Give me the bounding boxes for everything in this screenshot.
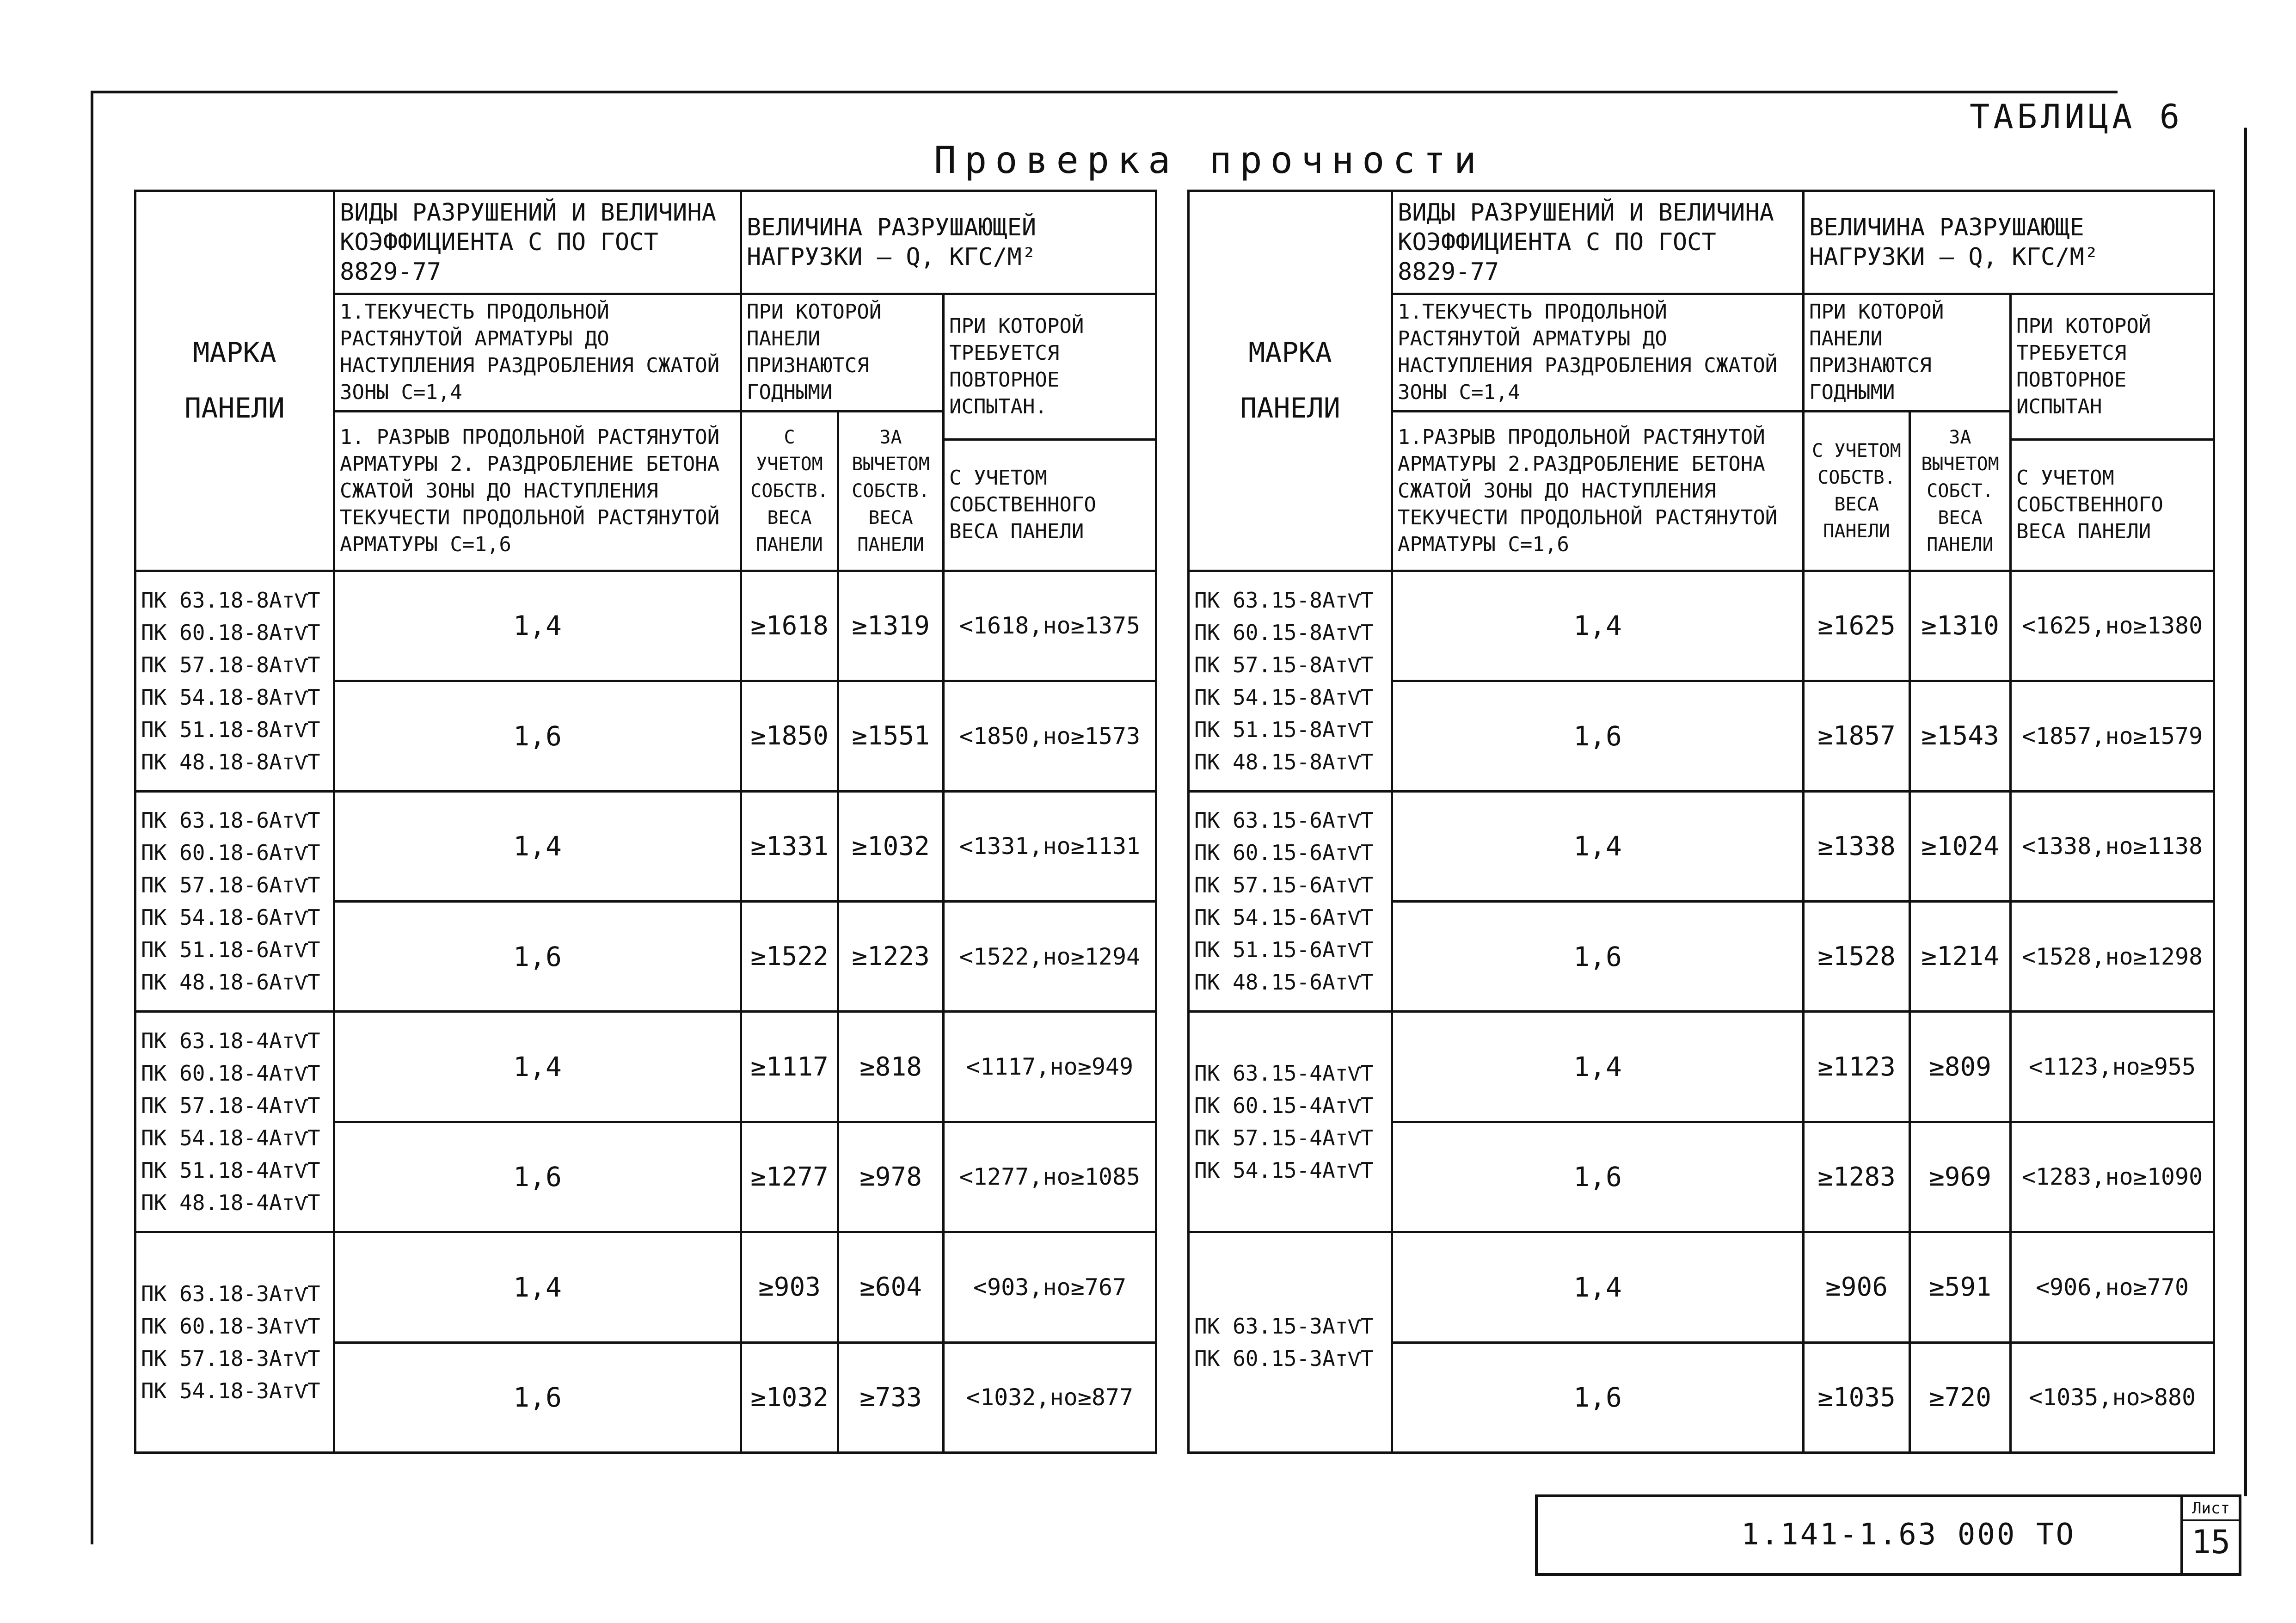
panel-marks-cell bbox=[1189, 791, 1392, 1012]
panel-mark: ПК 60.15-4АтѴТ bbox=[1194, 1093, 1374, 1119]
col-modes-header: ВИДЫ РАЗРУШЕНИЙ И ВЕЛИЧИНА КОЭФФИЦИЕНТА С ПО ГОСТ 8829-77 bbox=[334, 191, 741, 294]
load-retest-cell: <906,но≥770 bbox=[2011, 1232, 2214, 1342]
sheet-label: Лист bbox=[2183, 1497, 2239, 1521]
panel-mark: ПК 54.18-4АтѴТ bbox=[141, 1125, 320, 1151]
load-minus-weight-cell: ≥1223 bbox=[838, 901, 944, 1011]
panel-mark: ПК 57.15-6АтѴТ bbox=[1194, 873, 1374, 898]
sub-retest-header: ПРИ КОТОРОЙ ТРЕБУЕТСЯ ПОВТОРНОЕ ИСПЫТАН bbox=[2011, 294, 2214, 439]
panel-mark: ПК 48.18-6АтѴТ bbox=[141, 970, 320, 995]
load-with-weight-cell: ≥1625 bbox=[1804, 571, 1910, 681]
panel-mark: ПК 60.18-3АтѴТ bbox=[141, 1314, 320, 1339]
coefficient-cell: 1,6 bbox=[1392, 901, 1804, 1011]
load-with-weight-cell: ≥1850 bbox=[741, 681, 838, 791]
load-with-weight-cell: ≥1857 bbox=[1804, 681, 1910, 791]
load-retest-cell: <1117,но≥949 bbox=[944, 1012, 1156, 1122]
frame-left-line bbox=[91, 91, 93, 1544]
panel-marks-cell bbox=[135, 1012, 334, 1232]
table-label: ТАБЛИЦА 6 bbox=[1970, 97, 2184, 136]
panel-mark: ПК 63.18-8АтѴТ bbox=[141, 587, 320, 613]
panel-mark: ПК 60.15-3АтѴТ bbox=[1194, 1346, 1374, 1371]
coefficient-cell: 1,4 bbox=[334, 1012, 741, 1122]
load-minus-weight-cell: ≥720 bbox=[1910, 1342, 2011, 1452]
load-with-weight-cell: ≥1528 bbox=[1804, 901, 1910, 1011]
panel-marks-cell bbox=[1189, 571, 1392, 791]
panel-mark: ПК 57.18-6АтѴТ bbox=[141, 873, 320, 898]
panel-mark: ПК 51.18-6АтѴТ bbox=[141, 937, 320, 963]
col-modes-header: ВИДЫ РАЗРУШЕНИЙ И ВЕЛИЧИНА КОЭФФИЦИЕНТА С ПО ГОСТ 8829-77 bbox=[1392, 191, 1804, 294]
coefficient-cell: 1,4 bbox=[1392, 571, 1804, 681]
load-with-weight-cell: ≥906 bbox=[1804, 1232, 1910, 1342]
panel-mark: ПК 54.18-6АтѴТ bbox=[141, 905, 320, 930]
sub-with-weight-header: С УЧЕТОМ СОБСТВ. ВЕСА ПАНЕЛИ bbox=[741, 411, 838, 571]
panel-marks-cell bbox=[135, 1232, 334, 1453]
title-block-stamp bbox=[1535, 1494, 2241, 1576]
panel-mark: ПК 54.15-4АтѴТ bbox=[1194, 1158, 1374, 1183]
table-row bbox=[1189, 1012, 2214, 1122]
sub-minus-weight-header: ЗА ВЫЧЕТОМ СОБСТ. ВЕСА ПАНЕЛИ bbox=[1910, 411, 2011, 571]
load-retest-cell: <1522,но≥1294 bbox=[944, 901, 1156, 1011]
table-row bbox=[1189, 1232, 2214, 1342]
coefficient-cell: 1,6 bbox=[334, 1122, 741, 1232]
panel-mark: ПК 48.15-6АтѴТ bbox=[1194, 970, 1374, 995]
table-row bbox=[135, 1012, 1156, 1122]
load-with-weight-cell: ≥1283 bbox=[1804, 1122, 1910, 1232]
panel-mark: ПК 60.15-6АтѴТ bbox=[1194, 840, 1374, 866]
load-retest-cell: <1625,но≥1380 bbox=[2011, 571, 2214, 681]
panel-mark: ПК 63.18-4АтѴТ bbox=[141, 1028, 320, 1054]
panel-marks-cell bbox=[1189, 1012, 1392, 1232]
coefficient-cell: 1,4 bbox=[1392, 1012, 1804, 1122]
document-code: 1.141-1.63 000 ТО bbox=[1741, 1518, 2076, 1552]
load-with-weight-cell: ≥1277 bbox=[741, 1122, 838, 1232]
load-retest-cell: <1850,но≥1573 bbox=[944, 681, 1156, 791]
load-minus-weight-cell: ≥969 bbox=[1910, 1122, 2011, 1232]
mode-1-cell: 1.ТЕКУЧЕСТЬ ПРОДОЛЬНОЙ РАСТЯНУТОЙ АРМАТУРЫ ДО НАСТУПЛЕНИЯ РАЗДРОБЛЕНИЯ СЖАТОЙ ЗОНЫ С=1,4 bbox=[1392, 294, 1804, 412]
panel-mark: ПК 57.15-4АтѴТ bbox=[1194, 1125, 1374, 1151]
col-panel-header: МАРКА ПАНЕЛИ bbox=[135, 191, 334, 571]
load-minus-weight-cell: ≥1214 bbox=[1910, 901, 2011, 1011]
panel-mark: ПК 51.15-6АтѴТ bbox=[1194, 937, 1374, 963]
panel-mark: ПК 63.15-8АтѴТ bbox=[1194, 587, 1374, 613]
coefficient-cell: 1,4 bbox=[334, 791, 741, 901]
load-with-weight-cell: ≥1331 bbox=[741, 791, 838, 901]
sub-accepted-header: ПРИ КОТОРОЙ ПАНЕЛИ ПРИЗНАЮТСЯ ГОДНЫМИ bbox=[1804, 294, 2011, 412]
load-minus-weight-cell: ≥604 bbox=[838, 1232, 944, 1342]
load-retest-cell: <1857,но≥1579 bbox=[2011, 681, 2214, 791]
load-minus-weight-cell: ≥809 bbox=[1910, 1012, 2011, 1122]
panel-mark: ПК 60.18-6АтѴТ bbox=[141, 840, 320, 866]
panel-mark: ПК 57.18-3АтѴТ bbox=[141, 1346, 320, 1371]
load-minus-weight-cell: ≥733 bbox=[838, 1342, 944, 1452]
load-retest-cell: <1277,но≥1085 bbox=[944, 1122, 1156, 1232]
load-retest-cell: <1032,но≥877 bbox=[944, 1342, 1156, 1452]
load-retest-cell: <1338,но≥1138 bbox=[2011, 791, 2214, 901]
coefficient-cell: 1,4 bbox=[334, 571, 741, 681]
load-with-weight-cell: ≥1123 bbox=[1804, 1012, 1910, 1122]
load-minus-weight-cell: ≥1319 bbox=[838, 571, 944, 681]
panel-mark: ПК 57.18-8АтѴТ bbox=[141, 652, 320, 677]
panel-marks-cell bbox=[1189, 1232, 1392, 1453]
panel-mark: ПК 54.15-8АтѴТ bbox=[1194, 684, 1374, 710]
load-retest-cell: <1331,но≥1131 bbox=[944, 791, 1156, 901]
frame-top-line bbox=[92, 91, 2118, 93]
table-row bbox=[135, 1232, 1156, 1342]
strength-table-left bbox=[134, 190, 1157, 1454]
load-retest-cell: <903,но≥767 bbox=[944, 1232, 1156, 1342]
panel-mark: ПК 48.18-4АтѴТ bbox=[141, 1190, 320, 1216]
load-retest-cell: <1035,но>880 bbox=[2011, 1342, 2214, 1452]
panel-mark: ПК 63.15-6АтѴТ bbox=[1194, 808, 1374, 833]
panel-mark: ПК 60.18-4АтѴТ bbox=[141, 1061, 320, 1086]
coefficient-cell: 1,4 bbox=[1392, 791, 1804, 901]
load-minus-weight-cell: ≥1310 bbox=[1910, 571, 2011, 681]
load-minus-weight-cell: ≥1032 bbox=[838, 791, 944, 901]
load-retest-cell: <1618,но≥1375 bbox=[944, 571, 1156, 681]
frame-right-line bbox=[2244, 128, 2247, 1496]
sub-with-own-weight-header: С УЧЕТОМ СОБСТВЕННОГО ВЕСА ПАНЕЛИ bbox=[944, 439, 1156, 571]
coefficient-cell: 1,6 bbox=[1392, 1122, 1804, 1232]
load-with-weight-cell: ≥1035 bbox=[1804, 1342, 1910, 1452]
sub-with-weight-header: С УЧЕТОМ СОБСТВ. ВЕСА ПАНЕЛИ bbox=[1804, 411, 1910, 571]
sub-accepted-header: ПРИ КОТОРОЙ ПАНЕЛИ ПРИЗНАЮТСЯ ГОДНЫМИ bbox=[741, 294, 944, 412]
table-row bbox=[1189, 791, 2214, 901]
table-row bbox=[1189, 571, 2214, 681]
load-minus-weight-cell: ≥818 bbox=[838, 1012, 944, 1122]
load-minus-weight-cell: ≥1024 bbox=[1910, 791, 2011, 901]
load-minus-weight-cell: ≥1543 bbox=[1910, 681, 2011, 791]
panel-mark: ПК 63.18-3АтѴТ bbox=[141, 1281, 320, 1307]
panel-mark: ПК 60.18-8АтѴТ bbox=[141, 620, 320, 645]
panel-marks-cell bbox=[135, 791, 334, 1012]
panel-mark: ПК 63.15-3АтѴТ bbox=[1194, 1314, 1374, 1339]
mode-2-cell: 1. РАЗРЫВ ПРОДОЛЬНОЙ РАСТЯНУТОЙ АРМАТУРЫ 2. РАЗДРОБЛЕНИЕ БЕТОНА СЖАТОЙ ЗОНЫ ДО НАСТУПЛЕНИЯ ТЕКУЧЕСТИ ПРОДОЛЬНОЙ РАСТЯНУТОЙ АРМАТУРЫ С=1,6 bbox=[334, 411, 741, 571]
panel-mark: ПК 48.15-8АтѴТ bbox=[1194, 749, 1374, 775]
mode-2-cell: 1.РАЗРЫВ ПРОДОЛЬНОЙ РАСТЯНУТОЙ АРМАТУРЫ 2.РАЗДРОБЛЕНИЕ БЕТОНА СЖАТОЙ ЗОНЫ ДО НАСТУПЛЕНИЯ ТЕКУЧЕСТИ ПРОДОЛЬНОЙ РАСТЯНУТОЙ АРМАТУРЫ С=1,6 bbox=[1392, 411, 1804, 571]
panel-mark: ПК 51.15-8АтѴТ bbox=[1194, 717, 1374, 742]
mode-1-cell: 1.ТЕКУЧЕСТЬ ПРОДОЛЬНОЙ РАСТЯНУТОЙ АРМАТУРЫ ДО НАСТУПЛЕНИЯ РАЗДРОБЛЕНИЯ СЖАТОЙ ЗОНЫ С=1,4 bbox=[334, 294, 741, 412]
panel-mark: ПК 54.15-6АтѴТ bbox=[1194, 905, 1374, 930]
load-with-weight-cell: ≥903 bbox=[741, 1232, 838, 1342]
load-with-weight-cell: ≥1618 bbox=[741, 571, 838, 681]
col-panel-header: МАРКА ПАНЕЛИ bbox=[1189, 191, 1392, 571]
col-load-header: ВЕЛИЧИНА РАЗРУШАЮЩЕ НАГРУЗКИ – Q, КГС/М² bbox=[1804, 191, 2214, 294]
panel-mark: ПК 57.18-4АтѴТ bbox=[141, 1093, 320, 1119]
coefficient-cell: 1,6 bbox=[334, 1342, 741, 1452]
load-minus-weight-cell: ≥591 bbox=[1910, 1232, 2011, 1342]
panel-mark: ПК 51.18-8АтѴТ bbox=[141, 717, 320, 742]
load-with-weight-cell: ≥1522 bbox=[741, 901, 838, 1011]
load-retest-cell: <1123,но≥955 bbox=[2011, 1012, 2214, 1122]
table-row bbox=[135, 571, 1156, 681]
coefficient-cell: 1,4 bbox=[1392, 1232, 1804, 1342]
strength-table-right bbox=[1187, 190, 2215, 1454]
coefficient-cell: 1,6 bbox=[334, 901, 741, 1011]
load-with-weight-cell: ≥1338 bbox=[1804, 791, 1910, 901]
coefficient-cell: 1,4 bbox=[334, 1232, 741, 1342]
panel-mark: ПК 54.18-8АтѴТ bbox=[141, 684, 320, 710]
panel-mark: ПК 54.18-3АтѴТ bbox=[141, 1378, 320, 1404]
load-minus-weight-cell: ≥1551 bbox=[838, 681, 944, 791]
load-with-weight-cell: ≥1032 bbox=[741, 1342, 838, 1452]
panel-mark: ПК 57.15-8АтѴТ bbox=[1194, 652, 1374, 677]
load-retest-cell: <1283,но≥1090 bbox=[2011, 1122, 2214, 1232]
coefficient-cell: 1,6 bbox=[1392, 681, 1804, 791]
sub-minus-weight-header: ЗА ВЫЧЕТОМ СОБСТВ. ВЕСА ПАНЕЛИ bbox=[838, 411, 944, 571]
coefficient-cell: 1,6 bbox=[1392, 1342, 1804, 1452]
sub-with-own-weight-header: С УЧЕТОМ СОБСТВЕННОГО ВЕСА ПАНЕЛИ bbox=[2011, 439, 2214, 571]
coefficient-cell: 1,6 bbox=[334, 681, 741, 791]
panel-marks-cell bbox=[135, 571, 334, 791]
sheet-number: 15 bbox=[2191, 1523, 2231, 1561]
panel-mark: ПК 63.15-4АтѴТ bbox=[1194, 1061, 1374, 1086]
panel-mark: ПК 51.18-4АтѴТ bbox=[141, 1158, 320, 1183]
sheet-number-cell bbox=[2180, 1497, 2239, 1573]
col-load-header: ВЕЛИЧИНА РАЗРУШАЮЩЕЙ НАГРУЗКИ – Q, КГС/М² bbox=[741, 191, 1156, 294]
load-with-weight-cell: ≥1117 bbox=[741, 1012, 838, 1122]
panel-mark: ПК 60.15-8АтѴТ bbox=[1194, 620, 1374, 645]
page-title: Проверка прочности bbox=[934, 139, 1485, 182]
table-row bbox=[135, 791, 1156, 901]
panel-mark: ПК 48.18-8АтѴТ bbox=[141, 749, 320, 775]
load-minus-weight-cell: ≥978 bbox=[838, 1122, 944, 1232]
panel-mark: ПК 63.18-6АтѴТ bbox=[141, 808, 320, 833]
load-retest-cell: <1528,но≥1298 bbox=[2011, 901, 2214, 1011]
sub-retest-header: ПРИ КОТОРОЙ ТРЕБУЕТСЯ ПОВТОРНОЕ ИСПЫТАН. bbox=[944, 294, 1156, 439]
